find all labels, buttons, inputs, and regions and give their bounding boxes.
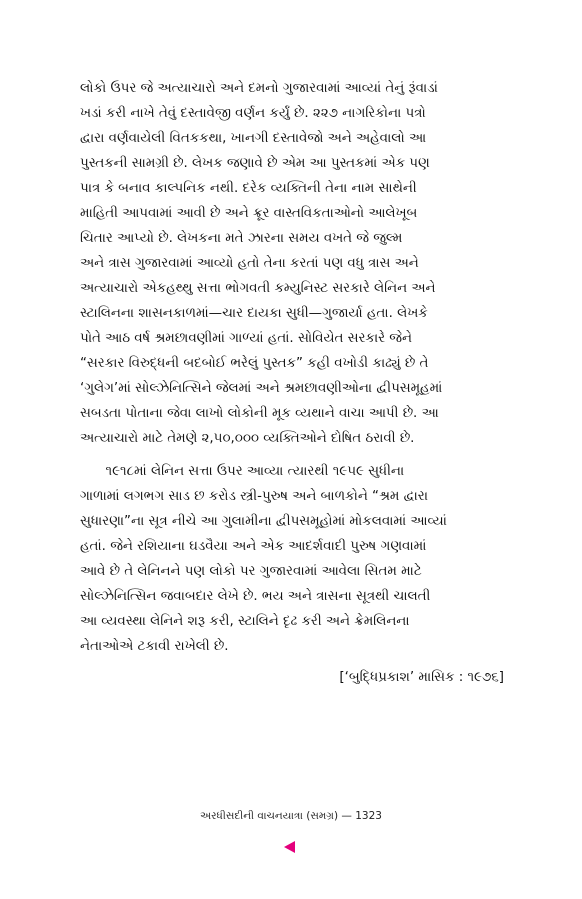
text-line: “સરકાર વિરુદ્ધની બદબોઈ ભરેલું પુસ્તક” કહી વખોડી કાઢ્યું છે તે bbox=[80, 356, 429, 371]
text-line: અત્યાચારો એકહથ્થુ સત્તા ભોગવતી કમ્યુનિસ્ટ સરકારે લેનિન અને bbox=[80, 281, 436, 296]
text-line: અને ત્રાસ ગુજારવામાં આવ્યો હતો તેના કરતાં પણ વધુ ત્રાસ અને bbox=[80, 256, 419, 271]
text-line: હતાં. જેને રશિયાના ઘડવૈયા અને એક આદર્શવાદી પુરુષ ગણવામાં bbox=[80, 539, 427, 554]
source-citation: [‘બુદ્ધિપ્રકાશ’ માસિક : ૧૯૭૬] bbox=[339, 670, 504, 685]
text-line: આ વ્યવસ્થા લેનિને શરૂ કરી, સ્ટાલિને દૃઢ કરી અને ક્રેમલિનના bbox=[80, 614, 410, 629]
text-line: સુધારણા”ના સૂત્ર નીચે આ ગુલામીના દ્વીપસમૂહોમાં મોકલવામાં આવ્યાં bbox=[80, 514, 447, 529]
text-line: અત્યાચારો માટે તેમણે ૨,૫૦,૦૦૦ વ્યક્તિઓને દોષિત ઠરાવી છે. bbox=[80, 431, 415, 446]
running-footer: અરધીસદીની વાચનયાત્રા (સમગ્ર) — 1323 bbox=[200, 810, 382, 822]
text-line: પુસ્તકની સામગ્રી છે. લેખક જણાવે છે એમ આ પુસ્તકમાં એક પણ bbox=[80, 156, 430, 171]
text-line: ૧૯૧૮માં લેનિન સત્તા ઉપર આવ્યા ત્યારથી ૧૯૫૯ સુધીના bbox=[80, 464, 405, 479]
text-line: ગાળામાં લગભગ સાડ છ કરોડ સ્ત્રી-પુરુષ અને બાળકોને “શ્રમ દ્વારા bbox=[80, 489, 428, 504]
text-line: સોલ્ઝેનિત્સિન જવાબદાર લેખે છે. ભય અને ત્રાસના સૂત્રથી ચાલતી bbox=[80, 589, 431, 604]
text-line: ખડાં કરી નાખે તેવું દસ્તાવેજી વર્ણન કર્યું છે. ૨૨૭ નાગરિકોના પત્રો bbox=[80, 106, 426, 121]
paragraph-1 bbox=[80, 76, 506, 451]
text-line: ચિતાર આપ્યો છે. લેખકના મતે ઝારના સમય વખતે જે જુલ્મ bbox=[80, 231, 403, 246]
text-line: માહિતી આપવામાં આવી છે અને ક્રૂર વાસ્તવિકતાઓનો આલેખૂબ bbox=[80, 206, 418, 221]
text-line: સબડતા પોતાના જેવા લાખો લોકોની મૂક વ્યથાને વાચા આપી છે. આ bbox=[80, 406, 439, 421]
text-line: નેતાઓએ ટકાવી રાખેલી છે. bbox=[80, 639, 229, 654]
text-line: દ્વારા વર્ણવાયેલી વિતકકથા, ખાનગી દસ્તાવેજો અને અહેવાલો આ bbox=[80, 131, 427, 146]
text-line: પોતે આઠ વર્ષ શ્રમછાવણીમાં ગાળ્યાં હતાં. સોવિયેત સરકારે જેને bbox=[80, 331, 412, 346]
text-line: લોકો ઉપર જે અત્યાચારો અને દમનો ગુજારવામાં આવ્યાં તેનું રૂંવાડાં bbox=[80, 81, 438, 96]
text-line: પાત્ર કે બનાવ કાલ્પનિક નથી. દરેક વ્યક્તિની તેના નામ સાથેની bbox=[80, 181, 417, 196]
text-line: સ્ટાલિનના શાસનકાળમાં—ચાર દાયકા સુધી—ગુજાર્યા હતા. લેખકે bbox=[80, 306, 428, 321]
text-line: ‘ગુલેગ’માં સોલ્ઝેનિત્સિને જેલમાં અને શ્રમછાવણીઓના દ્વીપસમૂહમાં bbox=[80, 381, 443, 396]
text-line: આવે છે તે લેનિનને પણ લોકો પર ગુજારવામાં આવેલા સિતમ માટે bbox=[80, 564, 422, 579]
article-body bbox=[80, 76, 506, 659]
left-triangle-marker-icon[interactable] bbox=[284, 841, 295, 853]
paragraph-2 bbox=[80, 459, 506, 659]
